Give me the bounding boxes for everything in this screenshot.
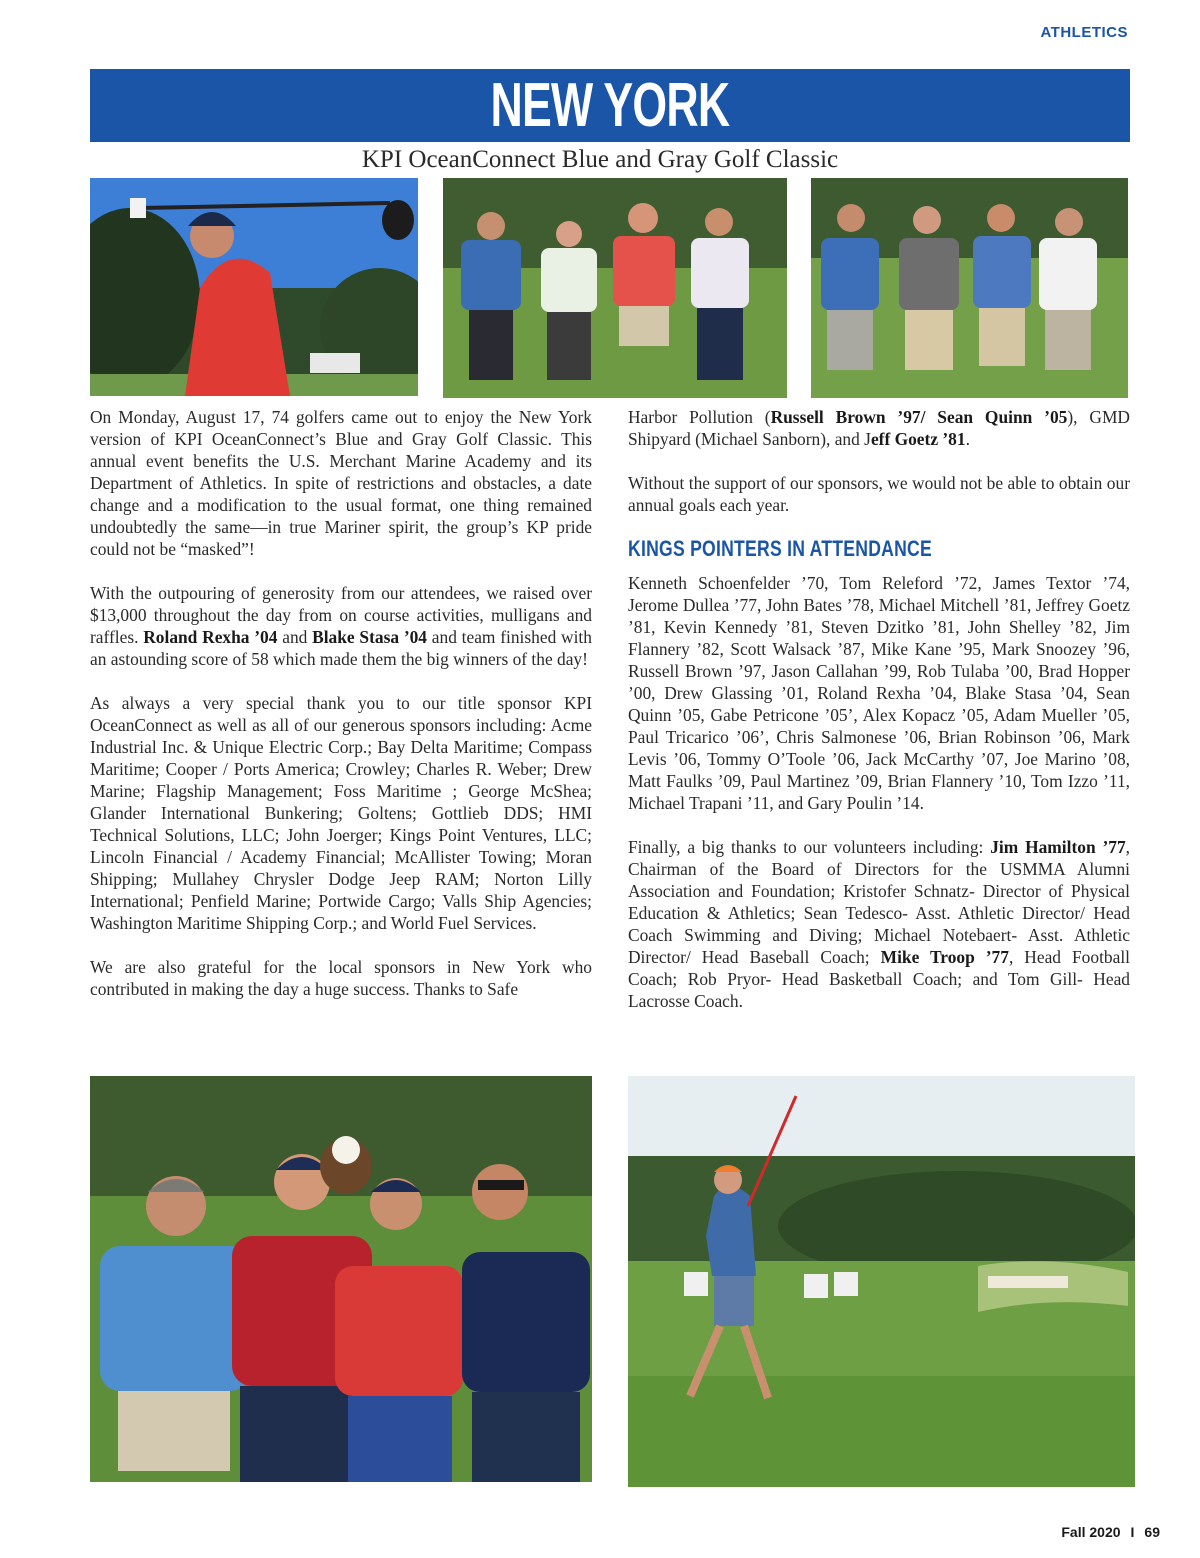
sponsors-paragraph: As always a very special thank you to our title sponsor KPI OceanConnect as well as all of our generous sponsors including: Acme Industrial Inc. & Unique Electric Corp.; Bay Delta Maritime; Compass Maritime; Cooper / Ports America; Crowley; Charles R. Weber; Drew Marine; Flagship Management; Foss Maritime ; George McShea; Glander International Bunkering; Goltens; Gottlieb DDS; HMI Technical Solutions, LLC; John Joerger; Kings Point Ventures, LLC; Lincoln Financial / Academy Financial; McAllister Towing; Moran Shipping; Mullahey Chrysler Dodge Jeep RAM; Norton Lilly International; Penfield Marine; Portwide Cargo; Valls Ship Agencies; Washington Maritime Shipping Corp.; and World Fuel Services.: [90, 693, 592, 933]
photo-foursome-one: [443, 178, 787, 398]
attendees-list: Kenneth Schoenfelder ’70, Tom Releford ’72, James Textor ’74, Jerome Dullea ’77, John Bates ’78, Michael Mitchell ’81, Jeffrey Goetz ’81, Kevin Kennedy ’81, Steven Dzitko ’81, John Shelley ’82, Jim Flannery ’82, Scott Walsack ’87, Mike Kane ’95, Mark Snoozey ’96, Russell Brown ’97, Jason Callahan ’99, Rob Tulaba ’00, Brad Hopper ’00, Drew Glassing ’01, Roland Rexha ’04, Blake Stasa ’04, Sean Quinn ’05, Gabe Petricone ’05’, Alex Kopacz ’05, Adam Mueller ’05, Paul Tricarico ’06’, Chris Salmonese ’06, Brian Robinson ’06, Mark Levis ’06, Tommy O’Toole ’06, Jack McCarthy ’07, Joe Marino ’08, Matt Faulks ’09, Paul Martinez ’09, Brian Flannery ’10, Tom Izzo ’11, Michael Trapani ’11, and Gary Poulin ’14.: [628, 573, 1130, 813]
volunteers-paragraph: Finally, a big thanks to our volunteers including: Jim Hamilton ’77, Chairman of the Board of Directors for the USMMA Alumni Association and Foundation; Kristofer Schnatz- Director of Physical Education & Athletics; Sean Tedesco- Asst. Athletic Director/ Head Coach Swimming and Diving; Michael Notebaert- Asst. Athletic Director/ Head Baseball Coach; Mike Troop ’77, Head Football Coach; Rob Pryor- Head Basketball Coach; and Tom Gill- Head Lacrosse Coach.: [628, 837, 1130, 1011]
article-paragraph: Without the support of our sponsors, we would not be able to obtain our annual goals each year.: [628, 473, 1130, 515]
issue-label: Fall 2020: [1061, 1524, 1121, 1540]
photo-golfer-tee-shot: [628, 1076, 1135, 1487]
article-right-column: [628, 406, 1130, 1034]
article-paragraph: With the outpouring of generosity from our attendees, we raised over $13,000 throughout the day from on course activities, mulligans and raffles. Roland Rexha ’04 and Blake Stasa ’04 and team finished with an astounding score of 58 which made them the big winners of the day!: [90, 583, 592, 669]
page-footer: [1061, 1524, 1160, 1540]
article-paragraph: On Monday, August 17, 74 golfers came out to enjoy the New York version of KPI OceanConnect’s Blue and Gray Golf Classic. This annual event benefits the U.S. Merchant Marine Academy and its Department of Athletics. In spite of restrictions and obstacles, a date change and a modification to the usual format, one thing remained undoubtedly the same—in true Mariner spirit, the group’s KP pride could not be “masked”!: [90, 407, 592, 559]
photo-foursome-eagle-mascot: [90, 1076, 592, 1482]
photo-golfer-swing: [90, 178, 418, 396]
title-banner: [90, 69, 1130, 142]
page-title: NEW YORK: [490, 71, 730, 140]
article-paragraph: We are also grateful for the local sponsors in New York who contributed in making the day a huge success. Thanks to Safe: [90, 957, 592, 999]
article-subtitle: KPI OceanConnect Blue and Gray Golf Classic: [361, 146, 839, 173]
photo-foursome-two: [811, 178, 1128, 398]
article-left-column: [90, 406, 592, 1022]
page-number: 69: [1144, 1524, 1160, 1540]
article-paragraph: Harbor Pollution (Russell Brown ’97/ Sean Quinn ’05), GMD Shipyard (Michael Sanborn), and Jeff Goetz ’81.: [628, 407, 1130, 449]
attendance-subhead: KINGS POINTERS IN ATTENDANCE: [628, 536, 932, 561]
footer-separator: I: [1130, 1524, 1135, 1540]
section-label: ATHLETICS: [1040, 24, 1128, 41]
